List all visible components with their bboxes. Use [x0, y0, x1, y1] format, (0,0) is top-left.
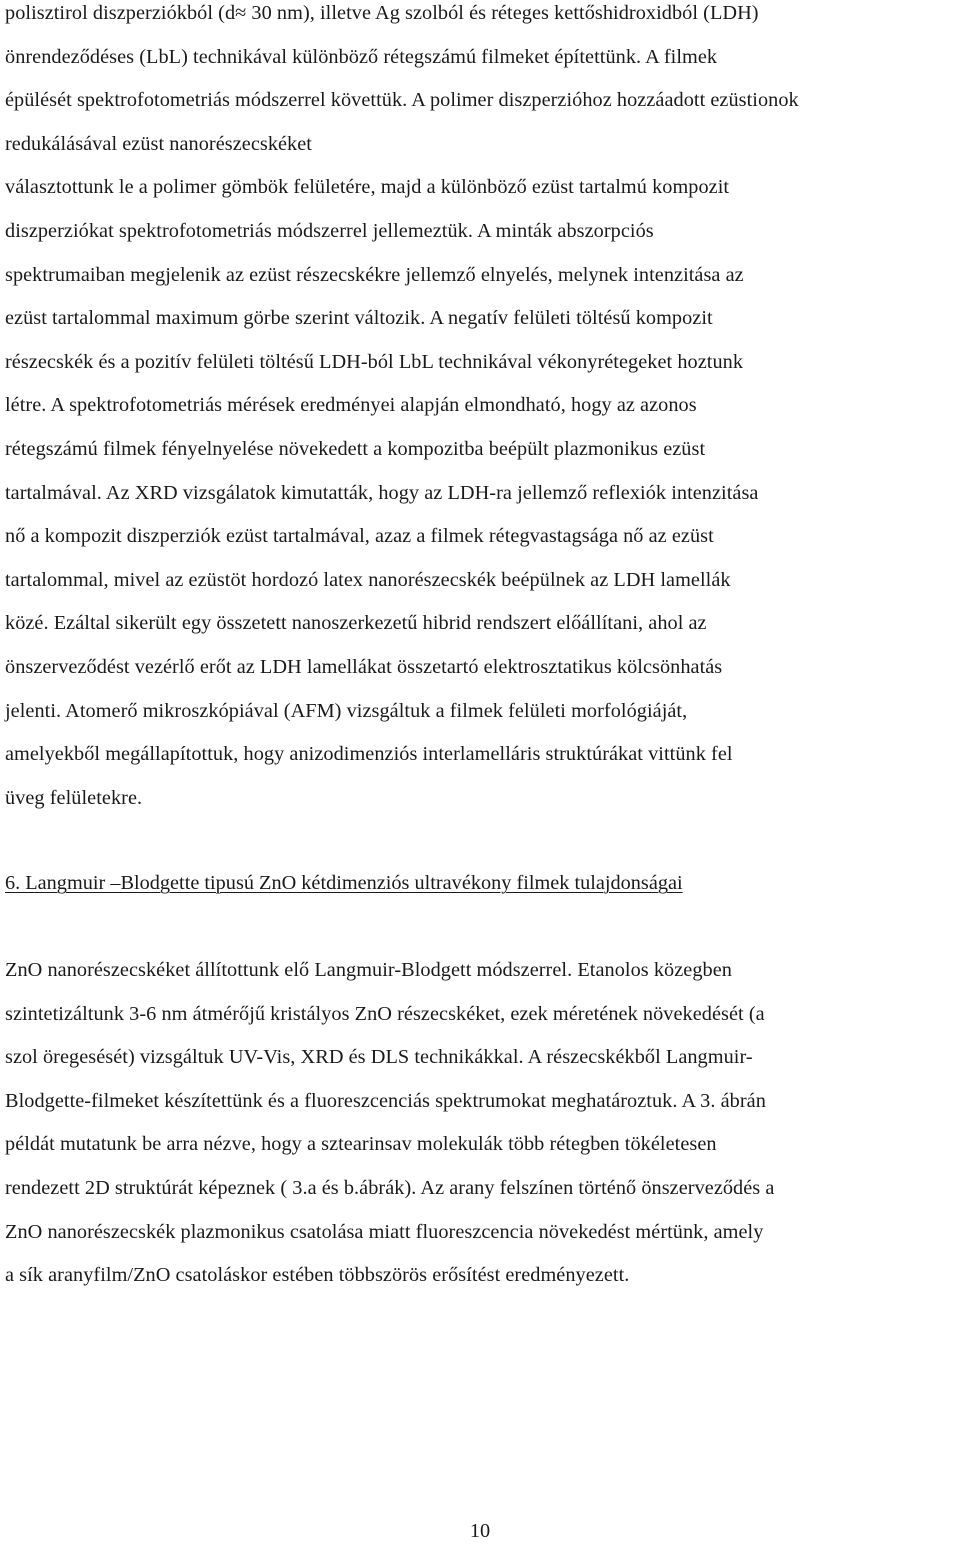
section-heading: [5, 862, 683, 906]
text-line: ZnO nanorészecskék plazmonikus csatolása miatt fluoreszcencia növekedést mértünk, amely: [5, 1220, 764, 1243]
text-line: szol öregesését) vizsgáltuk UV-Vis, XRD és DLS technikákkal. A részecskékből Langmuir-: [5, 1046, 753, 1069]
text-line: ZnO nanorészecskéket állítottunk elő Langmuir-Blodgett módszerrel. Etanolos közegben: [5, 959, 732, 981]
page-number: 10: [469, 1520, 491, 1542]
text-line: példát mutatunk be arra nézve, hogy a sztearinsav molekulák több rétegben tökéletesen: [5, 1133, 717, 1156]
text-line: létre. A spektrofotometriás mérések eredményei alapján elmondható, hogy az azonos: [5, 394, 697, 417]
text-line: ezüst tartalommal maximum görbe szerint változik. A negatív felületi töltésű kompozit: [5, 307, 713, 330]
text-line: épülését spektrofotometriás módszerrel követtük. A polimer diszperzióhoz hozzáadott ezüstionok redukálásával ezüst nanorészecskéket: [5, 89, 799, 155]
text-line: szintetizáltunk 3-6 nm átmérőjű kristályos ZnO részecskéket, ezek méretének növekedését (a: [5, 1002, 765, 1025]
text-line: részecskék és a pozitív felületi töltésű LDH-ból LbL technikával vékonyrétegeket hoztunk: [5, 350, 744, 373]
text-line: önszerveződést vezérlő erőt az LDH lamellákat összetartó elektrosztatikus kölcsönhatás: [5, 655, 723, 678]
text-line: közé. Ezáltal sikerült egy összetett nanoszerkezetű hibrid rendszert előállítani, ahol az: [5, 612, 707, 635]
body-paragraph-zno-lb-films: [5, 949, 774, 1298]
text-line: spektrumaiban megjelenik az ezüst részecskékre jellemző elnyelés, melynek intenzitása az: [5, 263, 744, 286]
text-line: üveg felületekre.: [5, 786, 143, 809]
text-line: rétegszámú filmek fényelnyelése növekedett a kompozitba beépült plazmonikus ezüst: [5, 437, 706, 460]
text-line: tartalommal, mivel az ezüstöt hordozó latex nanorészecskék beépülnek az LDH lamellák: [5, 568, 731, 591]
section-heading-text: 6. Langmuir –Blodgette tipusú ZnO kétdimenziós ultravékony filmek tulajdonságai: [5, 872, 683, 894]
text-line: rendezett 2D struktúrát képeznek ( 3.a és b.ábrák). Az arany felszínen történő önszerveződés a: [5, 1176, 775, 1199]
text-line: Blodgette-filmeket készítettünk és a fluoreszcenciás spektrumokat meghatároztuk. A 3. ábrán: [5, 1089, 766, 1112]
text-line: a sík aranyfilm/ZnO csatoláskor estében többszörös erősítést eredményezett.: [5, 1264, 630, 1287]
text-line: nő a kompozit diszperziók ezüst tartalmával, azaz a filmek rétegvastagsága nő az ezüst: [5, 525, 714, 548]
text-line: amelyekből megállapítottuk, hogy anizodimenziós interlamelláris struktúrákat vittünk fel: [5, 743, 733, 766]
body-paragraph-ag-ldh-films: [5, 0, 885, 820]
text-line: polisztirol diszperziókból (d≈ 30 nm), illetve Ag szolból és réteges kettőshidroxidból (LDH): [5, 2, 759, 24]
text-line: diszperziókat spektrofotometriás módszerrel jellemeztük. A minták abszorpciós: [5, 219, 654, 242]
text-line: önrendeződéses (LbL) technikával különböző rétegszámú filmeket építettünk. A filmek: [5, 45, 718, 68]
text-line: tartalmával. Az XRD vizsgálatok kimutatták, hogy az LDH-ra jellemző reflexiók intenzitása: [5, 481, 759, 504]
text-line: jelenti. Atomerő mikroszkópiával (AFM) vizsgáltuk a filmek felületi morfológiáját,: [5, 699, 688, 722]
text-line: választottunk le a polimer gömbök felületére, majd a különböző ezüst tartalmú kompozit: [5, 176, 730, 199]
